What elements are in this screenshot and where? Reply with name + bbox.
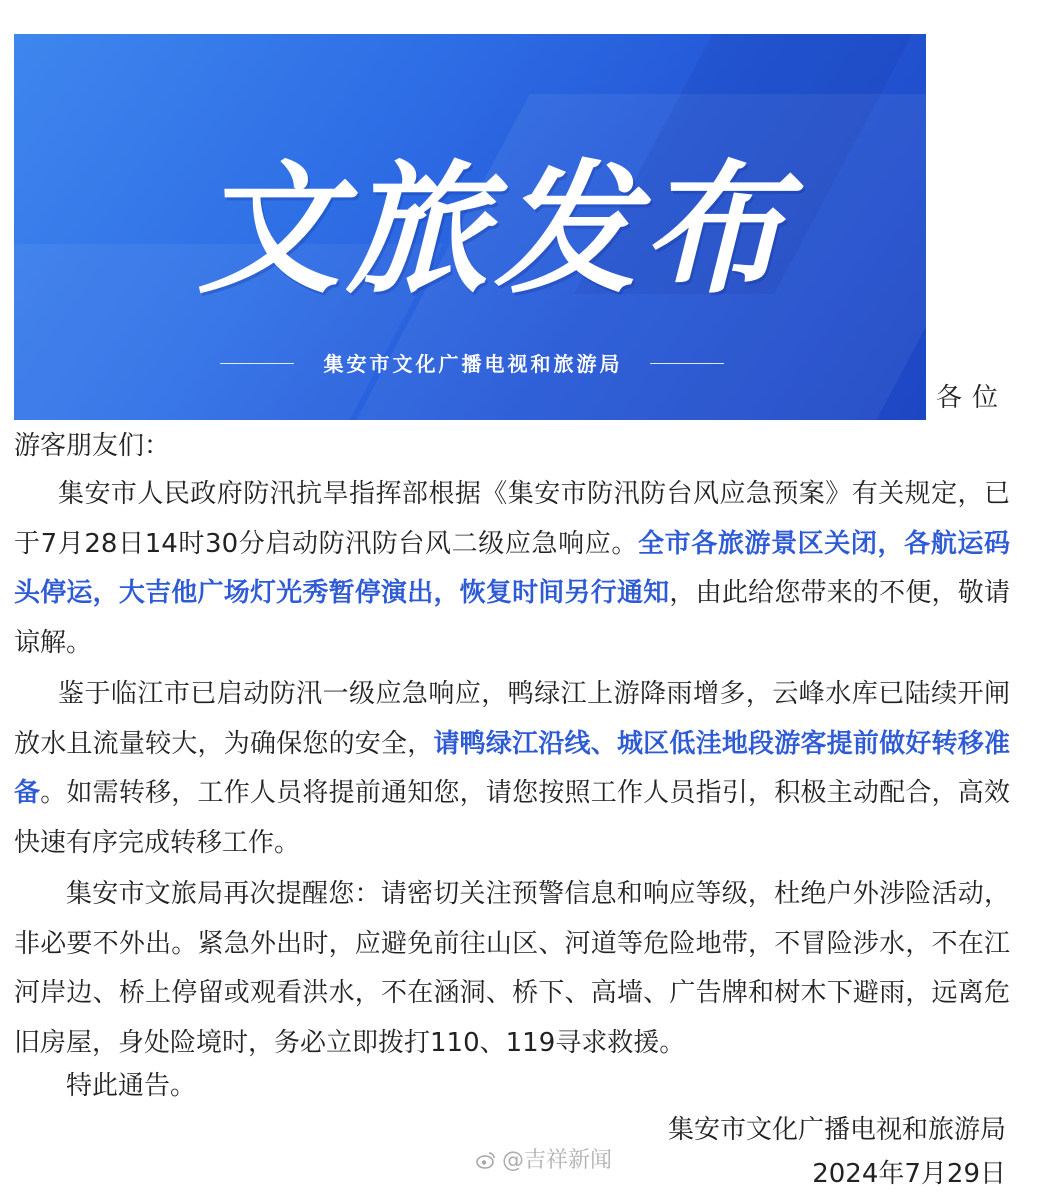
header-banner <box>14 34 926 420</box>
closing-line <box>14 1062 1010 1112</box>
banner-subtitle: 集安市文化广播电视和旅游局 <box>323 352 623 376</box>
paragraph-2-text: 鉴于临江市已启动防汛一级应急响应，鸭绿江上游降雨增多，云峰水库已陆续开闸放水且流量较大，为确保您的安全， <box>14 679 1010 759</box>
paragraph-2-highlight: 请鸭绿江沿线、城区低洼地段游客提前做好转移准备 <box>14 728 1010 808</box>
paragraph-2 <box>14 670 1010 868</box>
banner-title: 文旅发布 <box>198 148 790 313</box>
banner-divider-right <box>650 363 724 364</box>
paragraph-1-highlight: 全市各旅游景区关闭，各航运码头停运，大吉他广场灯光秀暂停演出，恢复时间另行通知 <box>14 528 1010 608</box>
paragraph-1 <box>14 470 1010 668</box>
weibo-icon <box>476 1150 496 1170</box>
paragraph-3-text: 集安市文旅局再次提醒您：请密切关注预警信息和响应等级，杜绝户外涉险活动，非必要不外出。紧急外出时，应避免前往山区、河道等危险地带，不冒险涉水，不在江河岸边、桥上停留或观看洪水，不在涵洞、桥下、高墙、广告牌和树木下避雨，远离危旧房屋，身处险境时，务必立即拨打110、119寻求救援。 <box>14 879 1010 1058</box>
signature-date: 2024年7月29日 <box>812 1159 1006 1189</box>
closing-text: 特此通告。 <box>66 1071 197 1101</box>
paragraph-2-text-end: 。如需转移，工作人员将提前通知您，请您按照工作人员指引，积极主动配合，高效快速有序完成转移工作。 <box>14 778 1010 858</box>
watermark <box>476 1146 612 1176</box>
paragraph-1-text-end: ，由此给您带来的不便，敬请谅解。 <box>14 578 1010 658</box>
banner-divider-left <box>220 363 294 364</box>
paragraph-1-text: 集安市人民政府防汛抗旱指挥部根据《集安市防汛防台风应急预案》有关规定，已于7月28日14时30分启动防汛防台风二级应急响应。 <box>14 479 1010 559</box>
watermark-text: @吉祥新闻 <box>502 1148 613 1173</box>
greeting-part1: 各位 <box>936 383 1009 413</box>
greeting-part2: 游客朋友们： <box>14 431 171 461</box>
signature-org: 集安市文化广播电视和旅游局 <box>667 1115 1006 1145</box>
paragraph-3 <box>14 870 1010 1068</box>
